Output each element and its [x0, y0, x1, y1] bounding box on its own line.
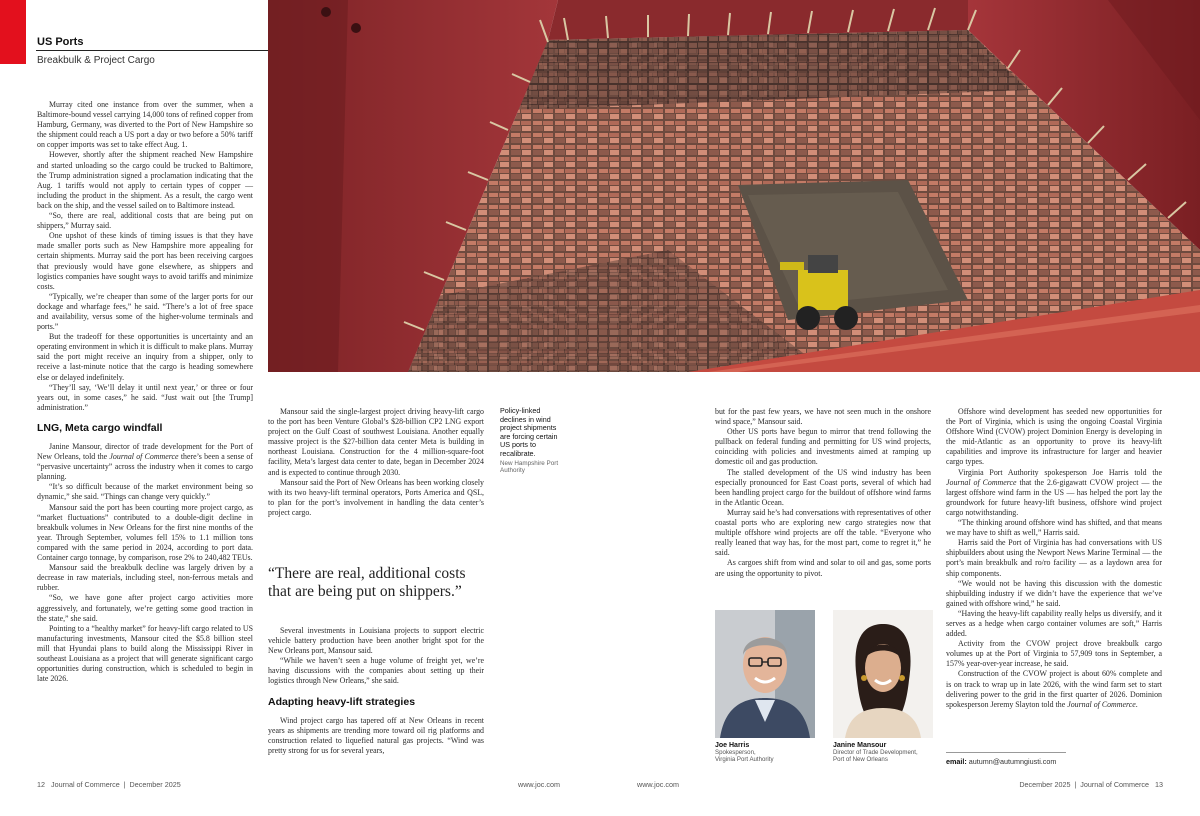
paragraph: Virginia Port Authority spokesperson Joe Harris told the Journal of Commerce that the 2.6-gigawatt CVOW project — the largest offshore wind farm in the US — has helped the port lay the groundwork for future heavy-lift business, offshore wind project cargo notwithstanding.	[946, 467, 1162, 517]
header-rule	[36, 50, 268, 51]
subhead-lng-meta: LNG, Meta cargo windfall	[37, 421, 163, 434]
portrait-caption-janine-mansour	[833, 742, 943, 763]
paragraph: Other US ports have begun to mirror that trend following the pullback on federal funding and permitting for US wind projects, coinciding with policies and investments aimed at ramping up domestic oil and gas production.	[715, 427, 931, 467]
portrait-joe-harris	[715, 610, 815, 738]
portrait-role: Spokesperson,	[715, 749, 756, 756]
footer-url-left[interactable]: www.joc.com	[518, 780, 560, 789]
paragraph: Mansour said the Port of New Orleans has been working closely with its two heavy-lift terminal operators, Ports America and QSL, to plan for the port’s involvement in handling the data center’s project cargo.	[268, 477, 484, 517]
section-subtitle: Breakbulk & Project Cargo	[37, 55, 155, 66]
paragraph: The stalled development of the US wind industry has been especially pronounced for East Coast ports, several of which had been handling project cargo for the buildout of offshore wind farms in the Atlantic Ocean.	[715, 467, 931, 507]
author-email	[946, 757, 1056, 766]
caption-text: Policy-linked declines in wind project shipments are forcing certain US ports to recalibrate.	[500, 406, 558, 458]
footer-left: 12 Journal of Commerce | December 2025	[37, 780, 181, 789]
publication-name: Journal of Commerce	[1067, 699, 1136, 709]
left-red-tab	[0, 0, 26, 64]
portrait-name: Joe Harris	[715, 742, 750, 749]
paragraph: But the tradeoff for these opportunities is uncertainty and an operating environment in which it is difficult to make plans. Murray said the port might receive an inquiry from a shipper, only to receive a last-minute notice that the cargo is heading somewhere else or delayed indefinitely.	[37, 332, 253, 382]
paragraph: Mansour said the port has been courting more project cargo, as “market fluctuations” contributed to a double-digit decline in breakbulk volumes in New Orleans for the first nine months of the year. Through September, volumes fell 15% to 1.1 million tons compared with the same period in 2024, according to port data. Container cargo tonnage, by comparison, rose 2% to 240,482 TEUs.	[37, 502, 253, 563]
paragraph: “So, we have gone after project cargo activities more aggressively, and fortunately, we’re getting some good traction in the state,” she said.	[37, 593, 253, 623]
paragraph: Murray cited one instance from over the summer, when a Baltimore-bound vessel carrying 14,000 tons of refined copper from Hamburg, Germany, was diverted to the Port of New Hampshire so the shipment could reach a US port a day or two before a 50% tariff on copper imports was set to take effect Aug. 1.	[37, 100, 253, 150]
footer-right: December 2025 | Journal of Commerce 13	[1019, 780, 1163, 789]
paragraph: “Having the heavy-lift capability really helps us diversify, and it serves as a hedge when cargo container volumes are soft,” Harris added.	[946, 608, 1162, 639]
publication-name: Journal of Commerce	[946, 477, 1017, 487]
paragraph: “So, there are real, additional costs that are being put on shippers,” Murray said.	[37, 211, 253, 231]
email-address[interactable]: autumn@autumngiusti.com	[968, 757, 1057, 766]
paragraph: “We would not be having this discussion with the domestic shipbuilding industry if we didn’t have the experience that we’ve gained with offshore wind,” he said.	[946, 578, 1162, 608]
portrait-janine-mansour	[833, 610, 933, 738]
paragraph: Wind project cargo has tapered off at New Orleans in recent years as shipments are trending more toward oil rig platforms and construction related to liquefied natural gas projects. “Wind was pretty strong for us for several years,	[268, 715, 484, 755]
paragraph: Mansour said the single-largest project driving heavy-lift cargo to the port has been Venture Global’s $28-billion CP2 LNG export project on the Gulf Coast of southwest Louisiana. Another equally massive project is the $27-billion data center Meta is building in northeast Louisiana. Construction for the 4 million-square-foot facility, Meta’s largest data center to date, began in December 2024 and is expected to continue through 2030.	[268, 407, 484, 477]
paragraph: Construction of the CVOW project is about 60% complete and is on track to wrap up in late 2026, with the wind farm set to start delivering power to the grid in the first quarter of 2026. Dominion spokesperson Jeremy Slayton told the Journal of Commerce.	[946, 669, 1162, 709]
paragraph: “They’ll say, ‘We’ll delay it until next year,’ or three or four years out, in some cases,” he said. “Just wait out [the Trump] administration.”	[37, 382, 253, 412]
paragraph: As cargoes shift from wind and solar to oil and gas, some ports are using the opportunity to pivot.	[715, 558, 931, 578]
paragraph: Harris said the Port of Virginia has had conversations with US shipbuilders about using the Newport News Marine Terminal — the port’s main breakbulk and ro/ro facility — as a laydown area for ship components.	[946, 538, 1162, 578]
portrait-role: Director of Trade Development,	[833, 749, 918, 756]
article-column-3	[715, 407, 931, 579]
paragraph: One upshot of these kinds of timing issues is that they have made smaller ports such as New Hampshire more appealing for certain shipments. Murray said the port has been receiving cargoes that previously would have gone elsewhere, as shippers and logistics companies have sought ways to avoid tariffs and minimize costs.	[37, 231, 253, 291]
paragraph: Pointing to a “healthy market” for heavy-lift cargo related to US manufacturing investments, Mansour cited the $5.8 billion steel mill that Hyundai plans to build along the Mississippi River in southeast Louisiana as a project that will generate significant cargo opportunities during construction, which is scheduled to begin in late 2026.	[37, 623, 253, 684]
paragraph: Janine Mansour, director of trade development for the Port of New Orleans, told the Journal of Commerce there’s been a sense of “pervasive uncertainty” across the industry when it comes to cargo planning.	[37, 442, 253, 482]
subhead-heavy-lift: Adapting heavy-lift strategies	[268, 695, 416, 708]
paragraph: Murray said he’s had conversations with representatives of other coastal ports who are exploring new cargo strategies now that multiple offshore wind projects are off the table. “Everyone who really leaned that way has, for the most part, come to regret it,” he said.	[715, 507, 931, 558]
article-column-1	[37, 100, 253, 684]
photo-caption	[500, 407, 562, 474]
article-column-2-continued	[268, 626, 484, 756]
paragraph: Mansour said the breakbulk decline was largely driven by a decrease in raw materials, including steel, non-ferrous metals and rubber.	[37, 563, 253, 593]
section-title: US Ports	[37, 36, 84, 48]
paragraph: Several investments in Louisiana projects to support electric vehicle battery production have been another bright spot for the New Orleans port, Mansour said.	[268, 626, 484, 656]
paragraph: However, shortly after the shipment reached New Hampshire and started unloading so the cargo could be trucked to Baltimore, the Trump administration signed a proclamation indicating that the Aug. 1 tariffs would not apply to certain types of copper — including the product in the shipment. As a result, the cargo went back on the ship, and the vessel sailed on to Baltimore instead.	[37, 150, 253, 210]
paragraph: Offshore wind development has seeded new opportunities for the Port of Virginia, which is using the ongoing Coastal Virginia Offshore Wind (CVOW) project Dominion Energy is developing in the mid-Atlantic as an opportunity to prove its heavy-lift capabilities and improve its infrastructure for larger and heavier cargo types.	[946, 407, 1162, 467]
footer-url-right[interactable]: www.joc.com	[637, 780, 679, 789]
portrait-role: Virginia Port Authority	[715, 756, 774, 764]
paragraph: but for the past few years, we have not seen much in the onshore wind space,” Mansour said.	[715, 407, 931, 427]
portrait-caption-joe-harris	[715, 742, 815, 763]
article-column-4	[946, 407, 1162, 710]
paragraph: “Typically, we’re cheaper than some of the larger ports for our dockage and wharfage fees,” he said. “There’s a lot of free space and availability, versus some of the higher-volume terminals and ports.”	[37, 291, 253, 332]
email-rule	[946, 752, 1066, 753]
paragraph: “While we haven’t seen a huge volume of freight yet, we’re having discussions with the companies about setting up their logistics through New Orleans,” she said.	[268, 656, 484, 686]
article-column-2	[268, 407, 484, 518]
paragraph: “The thinking around offshore wind has shifted, and that means we may have to shift as well,” Harris said.	[946, 518, 1162, 538]
paragraph: “It’s so difficult because of the market environment being so dynamic,” she said. “Things can change very quickly.”	[37, 482, 253, 502]
paragraph: Activity from the CVOW project drove breakbulk cargo volumes up at the Port of Virginia to 57,909 tons in September, a 157% year-over-year increase, he said.	[946, 639, 1162, 669]
photo-credit: New Hampshire Port Authority	[500, 459, 559, 474]
cargo-hold-photo	[268, 0, 1200, 372]
publication-name: Journal of Commerce	[109, 452, 179, 462]
pull-quote: “There are real, additional costs that are being put on shippers.”	[268, 565, 466, 600]
portrait-name: Janine Mansour	[833, 742, 887, 749]
email-label: email:	[946, 757, 967, 766]
portrait-role: Port of New Orleans	[833, 756, 888, 764]
